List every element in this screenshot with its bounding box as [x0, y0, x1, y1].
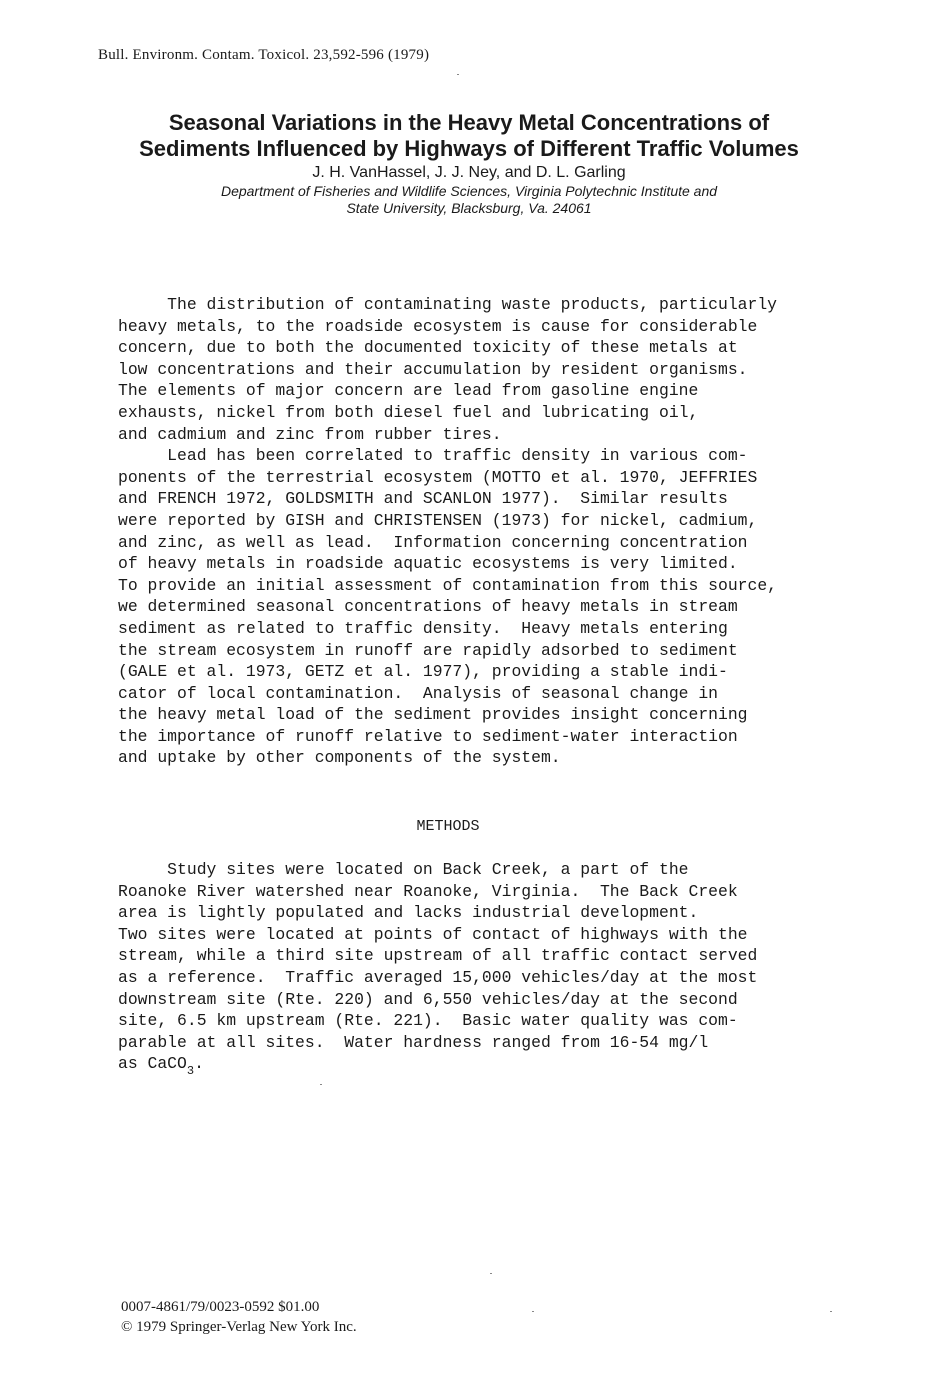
article-title-line-1: Seasonal Variations in the Heavy Metal Concentrations of [168, 110, 770, 135]
scan-speck [320, 1084, 322, 1085]
scan-speck [532, 1311, 534, 1312]
methods-heading: METHODS [416, 818, 480, 835]
price-code: 0007-4861/79/0023-0592 $01.00 [121, 1299, 320, 1315]
methods-last-line-suffix: . [194, 1054, 204, 1074]
scan-speck [457, 74, 459, 75]
methods-text: Study sites were located on Back Creek, a part of the Roanoke River watershed near Roanoke, Virginia. The Back Creek area is lightly populated and lacks industrial development. Two sites were located at points of contact of highways with the stream, while a third site upstream of all traffic contact served as a reference. Traffic averaged 15,000 vehicles/day at the most downstream site (Rte. 220) and 6,550 vehicles/day at the second site, 6.5 km upstream (Rte. 221). Basic water quality was com- parable at all sites. Water hardness ranged from 16-54 mg/l [118, 860, 758, 1052]
introduction-text: The distribution of contaminating waste products, particularly heavy metals, to the roadside ecosystem is cause for considerable concern, due to both the documented toxicity of these metals at low concentrations and their accumulation by resident organisms. The elements of major concern are lead from gasoline engine exhausts, nickel from both diesel fuel and lubricating oil, and cadmium and zinc from rubber tires. Lead has been correlated to traffic density in various com- ponents of the terrestrial ecosystem (MOTTO et al. 1970, JEFFRIES and FRENCH 1972, GOLDSMITH and SCANLON 1977). Similar results were reported by GISH and CHRISTENSEN (1973) for nickel, cadmium, and zinc, as well as lead. Information concerning concentration of heavy metals in roadside aquatic ecosystems is very limited. To provide an initial assessment of contamination from this source, we determined seasonal concentrations of heavy metals in stream sediment as related to traffic density. Heavy metals entering the stream ecosystem in runoff are rapidly adsorbed to sediment (GALE et al. 1973, GETZ et al. 1977), providing a stable indi- cator of local contamination. Analysis of seasonal change in the heavy metal load of the sediment provides insight concerning the importance of runoff relative to sediment-water interaction and uptake by other components of the system. [118, 295, 778, 768]
footer [121, 1297, 357, 1337]
affiliation-line-1: Department of Fisheries and Wildlife Sciences, Virginia Polytechnic Institute and [220, 183, 718, 199]
scan-speck [490, 1273, 492, 1274]
affiliation-line-2: State University, Blacksburg, Va. 24061 [346, 200, 592, 216]
methods-last-line-prefix: as CaCO [118, 1054, 187, 1074]
copyright-notice: © 1979 Springer-Verlag New York Inc. [121, 1319, 357, 1335]
chemical-subscript: 3 [186, 1064, 195, 1079]
authors: J. H. VanHassel, J. J. Ney, and D. L. Garling [312, 164, 626, 181]
journal-reference: Bull. Environm. Contam. Toxicol. 23,592-596 (1979) [98, 47, 430, 63]
article-header [80, 110, 858, 217]
scan-speck [830, 1311, 832, 1312]
article-title-line-2: Sediments Influenced by Highways of Different Traffic Volumes [139, 136, 799, 161]
methods-section [118, 859, 878, 1077]
